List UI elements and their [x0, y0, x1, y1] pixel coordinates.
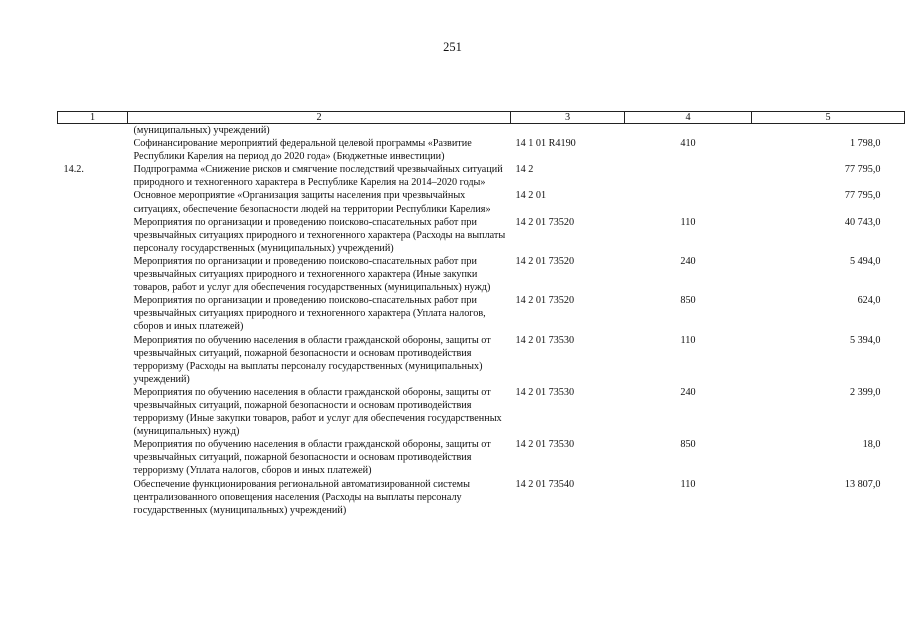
row-number	[58, 478, 128, 517]
row-amount: 1 798,0	[849, 138, 881, 150]
row-description: Мероприятия по организации и проведению поисково-спасательных работ при чрезвычайных ситуациях природного и техногенного характера (Расходы на выплаты персоналу государственных (муниципальных) учреждений)	[133, 216, 506, 254]
row-number	[58, 124, 128, 138]
row-expense-type: 410	[680, 138, 696, 150]
row-number: 14.2.	[63, 164, 84, 176]
row-number	[58, 334, 128, 386]
page-number: 251	[443, 40, 462, 54]
row-amount: 624,0	[857, 295, 881, 307]
table-row	[58, 124, 905, 138]
table-row	[58, 294, 905, 333]
row-expense-type: 240	[680, 255, 696, 267]
table-row	[58, 255, 905, 294]
row-code: 14 2 01 73520	[515, 255, 575, 267]
column-header-2: 2	[128, 112, 511, 124]
row-code: 14 2 01 73530	[515, 439, 575, 451]
budget-table	[57, 111, 905, 517]
table-row	[58, 137, 905, 163]
row-code: 14 2	[515, 164, 534, 176]
row-number	[58, 137, 128, 163]
row-description: (муниципальных) учреждений)	[133, 125, 270, 136]
column-header-1: 1	[58, 112, 128, 124]
row-code: 14 2 01 73520	[515, 216, 575, 228]
row-description: Мероприятия по обучению населения в области гражданской обороны, защиты от чрезвычайных ситуаций, пожарной безопасности и основам противодействия терроризму (Иные закупки товаров, работ и услуг для обеспечения государственных (муниципальных) нужд)	[133, 386, 502, 438]
column-header-5: 5	[752, 112, 905, 124]
row-code: 14 2 01	[515, 190, 547, 202]
row-amount: 77 795,0	[844, 164, 881, 176]
row-expense-type: 110	[680, 334, 696, 346]
row-expense-type: 110	[680, 478, 696, 490]
row-expense-type	[625, 124, 752, 138]
row-amount: 5 394,0	[849, 334, 881, 346]
row-code: 14 2 01 73530	[515, 334, 575, 346]
row-expense-type: 240	[680, 386, 696, 398]
row-number	[58, 386, 128, 438]
row-description: Мероприятия по организации и проведению поисково-спасательных работ при чрезвычайных ситуациях природного и техногенного характера (Иные закупки товаров, работ и услуг для обеспечения государственных (муниципальных) нужд)	[133, 255, 491, 294]
row-code: 14 1 01 R4190	[515, 138, 576, 150]
table-row	[58, 386, 905, 438]
table-row	[58, 216, 905, 255]
table-row	[58, 438, 905, 477]
row-number	[58, 294, 128, 333]
row-expense-type	[625, 189, 752, 215]
row-amount: 18,0	[862, 439, 881, 451]
row-code: 14 2 01 73540	[515, 478, 575, 490]
row-description: Подпрограмма «Снижение рисков и смягчение последствий чрезвычайных ситуаций природного и техногенного характера в Республике Карелия на 2014–2020 годы»	[133, 164, 503, 189]
row-description: Основное мероприятие «Организация защиты населения при чрезвычайных ситуациях, обеспечение безопасности людей на территории Республики Карелия»	[133, 190, 491, 215]
column-header-3: 3	[511, 112, 625, 124]
row-expense-type	[625, 163, 752, 189]
row-amount	[752, 124, 905, 138]
row-expense-type: 110	[680, 216, 696, 228]
table-row	[58, 478, 905, 517]
row-description: Обеспечение функционирования региональной автоматизированной системы централизованного оповещения населения (Расходы на выплаты персоналу государственных (муниципальных) учреждений)	[133, 478, 470, 516]
row-amount: 40 743,0	[844, 216, 881, 228]
table-body	[58, 124, 905, 517]
row-amount: 77 795,0	[844, 190, 881, 202]
row-number	[58, 438, 128, 477]
table-header	[58, 112, 905, 124]
row-code	[511, 124, 625, 138]
table-row	[58, 334, 905, 386]
row-code: 14 2 01 73530	[515, 386, 575, 398]
row-expense-type: 850	[680, 439, 696, 451]
column-header-4: 4	[625, 112, 752, 124]
row-number	[58, 216, 128, 255]
row-amount: 13 807,0	[844, 478, 881, 490]
header-row	[58, 112, 905, 124]
row-number	[58, 189, 128, 215]
table-row	[58, 189, 905, 215]
row-description: Мероприятия по обучению населения в области гражданской обороны, защиты от чрезвычайных ситуаций, пожарной безопасности и основам противодействия терроризму (Уплата налогов, сборов и иных платежей)	[133, 439, 491, 477]
row-description: Софинансирование мероприятий федеральной целевой программы «Развитие Республики Карелия на период до 2020 года» (Бюджетные инвестиции)	[133, 138, 472, 163]
row-amount: 5 494,0	[849, 255, 881, 267]
row-expense-type: 850	[680, 295, 696, 307]
row-number	[58, 255, 128, 294]
row-amount: 2 399,0	[849, 386, 881, 398]
row-description: Мероприятия по организации и проведению поисково-спасательных работ при чрезвычайных ситуациях природного и техногенного характера (Уплата налогов, сборов и иных платежей)	[133, 295, 486, 333]
row-code: 14 2 01 73520	[515, 295, 575, 307]
row-description: Мероприятия по обучению населения в области гражданской обороны, защиты от чрезвычайных ситуаций, пожарной безопасности и основам противодействия терроризму (Расходы на выплаты персоналу государственных (муниципальных) учреждений)	[133, 334, 491, 385]
table-row	[58, 163, 905, 189]
